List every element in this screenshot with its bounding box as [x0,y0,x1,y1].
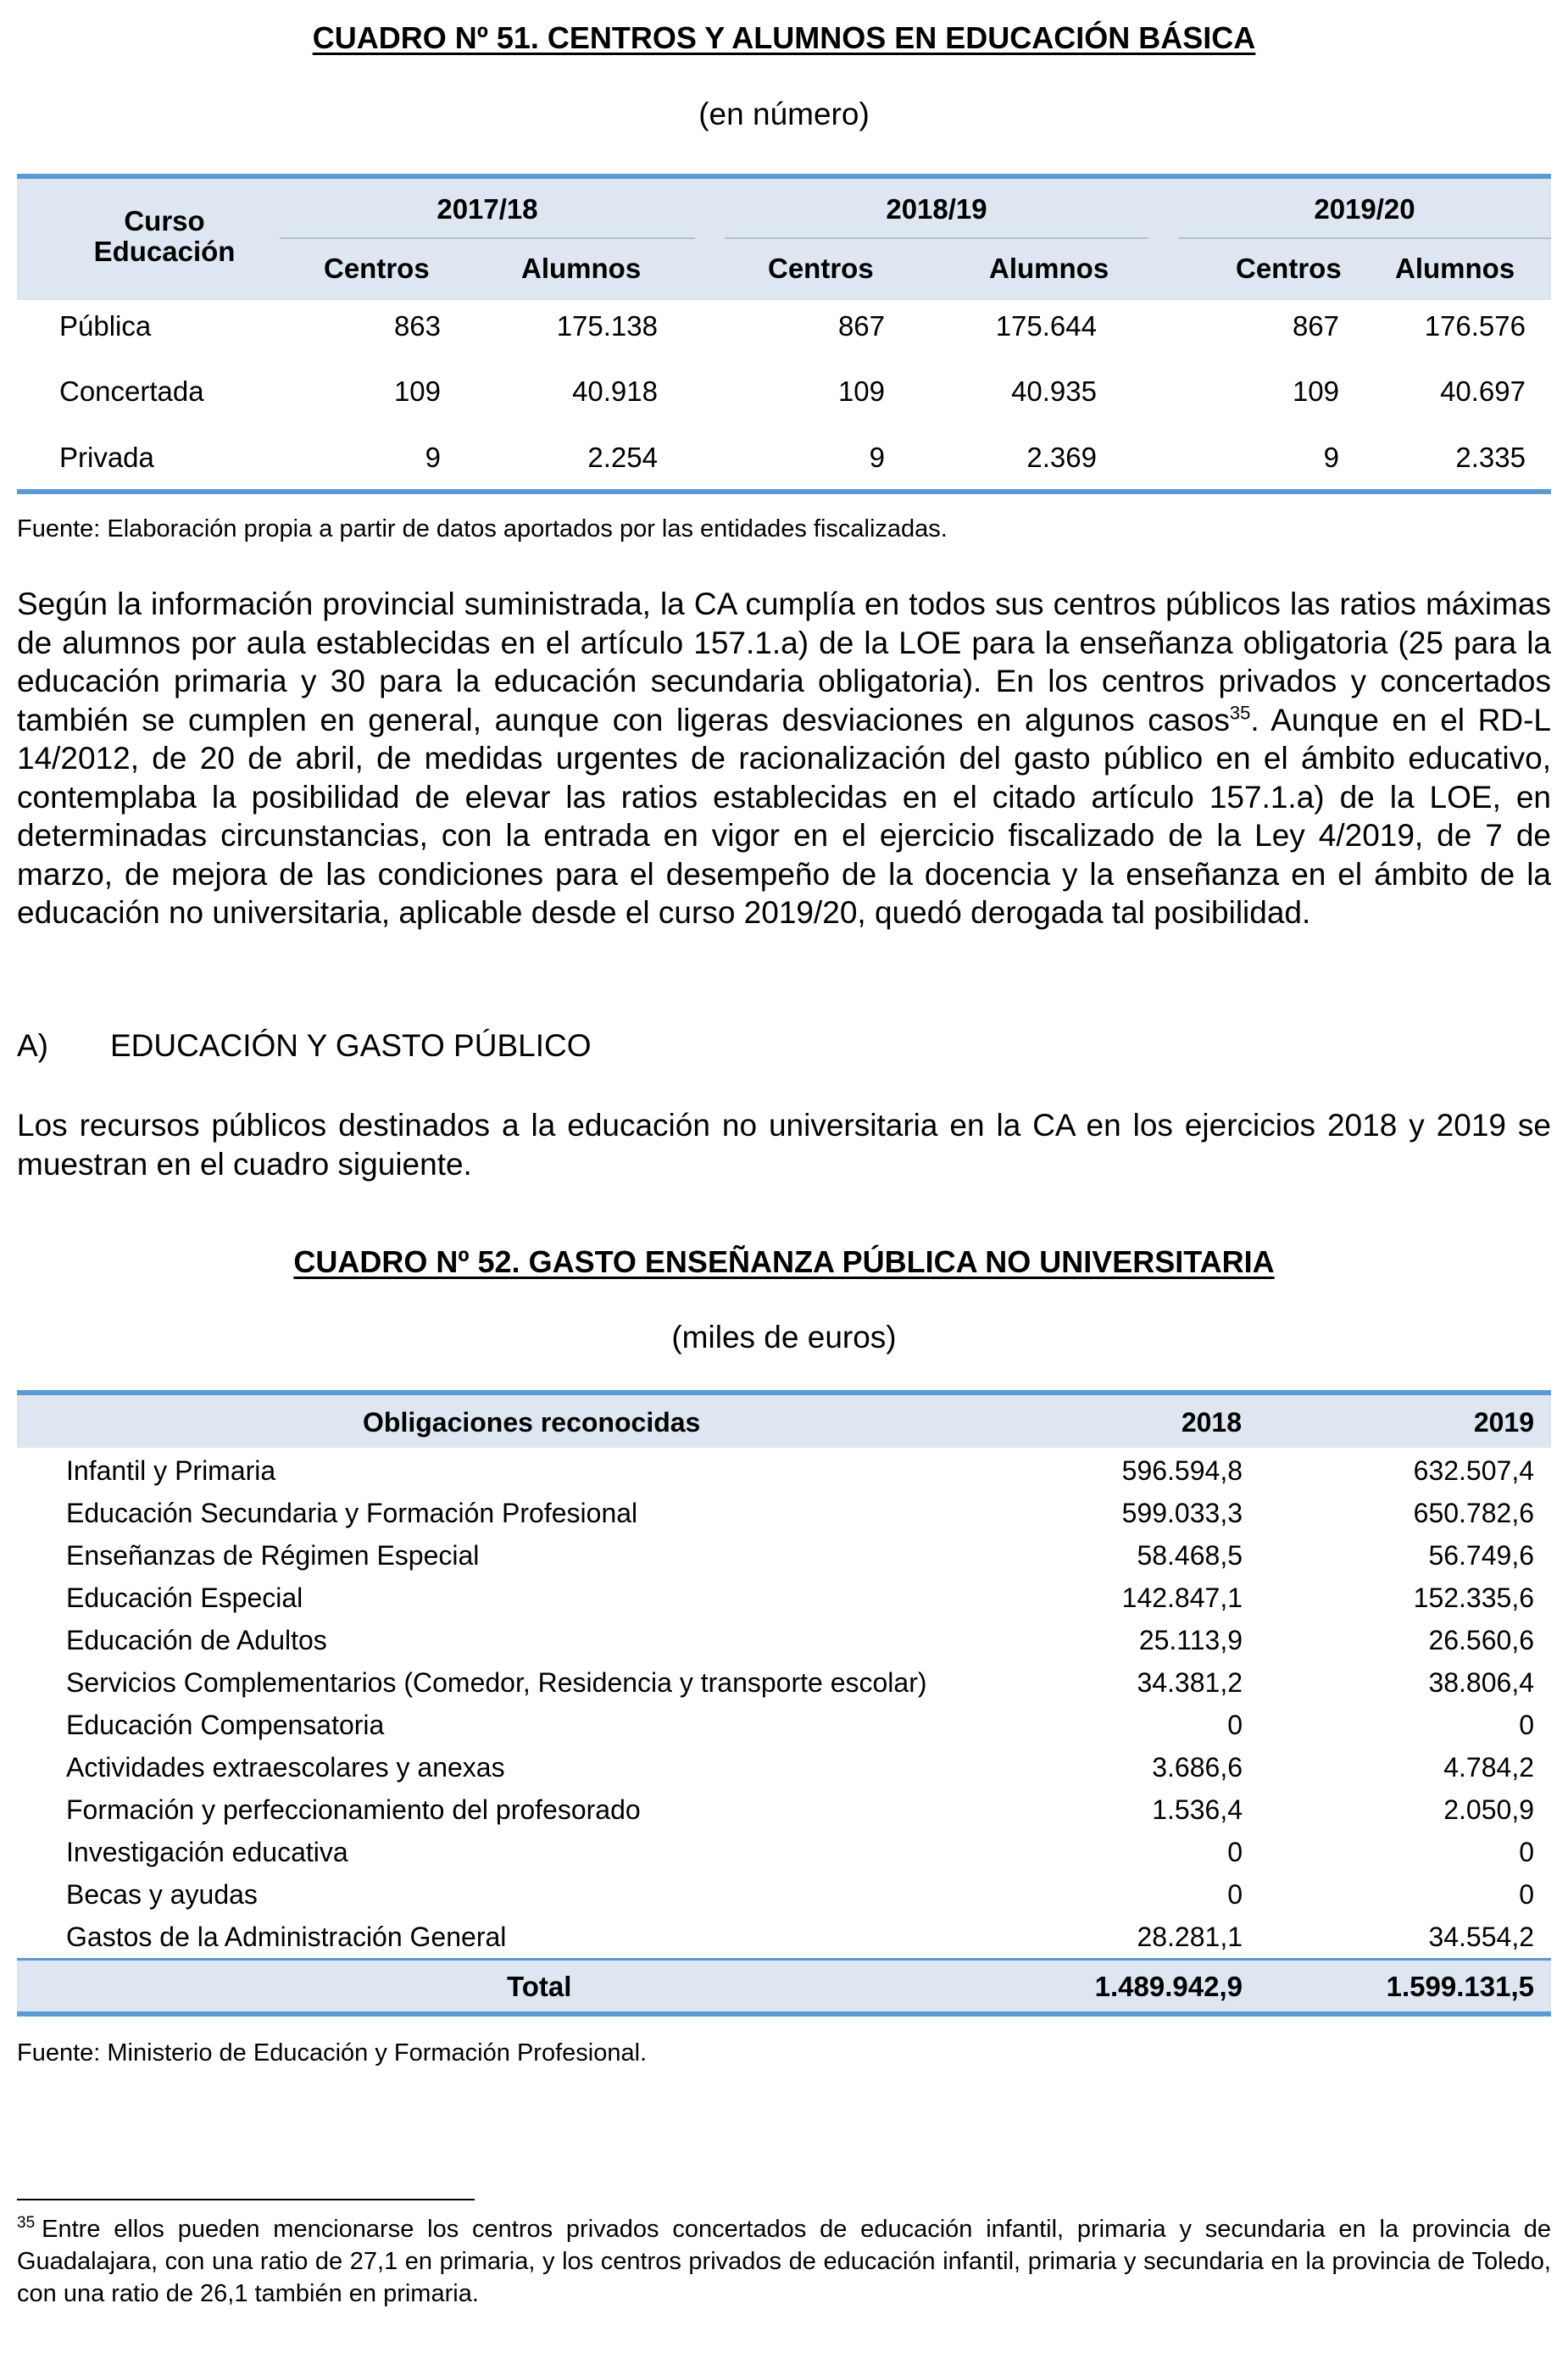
row-label: Servicios Complementarios (Comedor, Residencia y transporte escolar) [66,1667,927,1698]
cell-value: 9 [869,442,885,473]
row-label-concertada: Concertada [59,375,204,407]
value-2019: 56.749,6 [1428,1540,1534,1571]
table-row [17,1661,1551,1704]
row-label: Infantil y Primaria [66,1455,276,1486]
value-2019: 34.554,2 [1428,1922,1534,1952]
col-header-alumnos: Alumnos [1395,253,1515,284]
col-header-alumnos: Alumnos [989,253,1109,284]
row-label: Formación y perfeccionamiento del profesorado [66,1794,641,1825]
table-row [17,1704,1551,1746]
col-header-centros: Centros [768,253,874,284]
cell-value: 109 [393,375,441,407]
row-label: Educación Compensatoria [66,1710,385,1740]
value-2018: 28.281,1 [1137,1922,1243,1952]
value-2018: 596.594,8 [1121,1455,1243,1486]
cell-value: 109 [837,375,885,407]
value-2019: 26.560,6 [1428,1625,1534,1655]
row-label: Gastos de la Administración General [66,1922,507,1952]
table-row [17,1831,1551,1873]
cell-value: 40.918 [572,375,658,407]
value-2018: 599.033,3 [1121,1498,1243,1528]
table-bottom-rule [17,489,1551,494]
row-label: Educación de Adultos [66,1625,327,1655]
header-year-2018: 2018 [1181,1407,1242,1438]
footnote-separator [17,2199,475,2200]
table52 [17,1390,1551,2016]
col-header-alumnos: Alumnos [521,253,642,284]
section-heading [17,1028,591,1064]
value-2018: 0 [1227,1710,1243,1740]
row-header-curso: Curso [124,205,205,236]
table-row [17,1577,1551,1619]
row-label-privada: Privada [59,442,154,473]
value-2018: 58.468,5 [1137,1540,1243,1571]
col-header-centros: Centros [324,253,430,284]
header-year-2019: 2019 [1473,1407,1534,1438]
value-2019: 632.507,4 [1413,1455,1534,1486]
year-group-rule [1178,237,1551,239]
table-row [17,1788,1551,1831]
row-header-educacion: Educación [93,236,236,267]
value-2019: 650.782,6 [1413,1498,1534,1528]
cell-value: 2.254 [587,442,658,473]
value-2019: 0 [1519,1710,1534,1740]
footnote-reference[interactable]: 35 [1229,702,1251,724]
row-label: Actividades extraescolares y anexas [66,1752,505,1783]
year-group-rule [280,237,695,239]
paragraph-ratios [17,585,1551,932]
year-header-2018-19: 2018/19 [886,193,987,225]
value-2018: 25.113,9 [1138,1625,1243,1655]
cell-value: 176.576 [1424,310,1526,342]
value-2019: 152.335,6 [1413,1583,1534,1613]
total-row-band [17,1961,1551,2011]
value-2018: 0 [1227,1837,1243,1867]
table-row [17,1873,1551,1916]
table51-source: Fuente: Elaboración propia a partir de datos aportados por las entidades fiscalizadas. [17,515,948,542]
cell-value: 109 [1292,375,1339,407]
paragraph-text: Según la información provincial suministrada, la CA cumplía en todos sus centros públicos las ratios máximas de alumnos por aula establecidas en el artículo 157.1.a) de la LOE para la enseñanza obligatoria (25 para la educación primaria y 30 para la educación secundaria obligatoria). En los centros privados y concertados también se cumplen en general, aunque con ligeras desviaciones en algunos casos [17,587,1551,737]
cell-value: 175.138 [556,310,658,342]
table52-body [17,1449,1551,1958]
value-2018: 3.686,6 [1152,1752,1243,1783]
header-obligaciones: Obligaciones reconocidas [363,1407,701,1438]
paragraph-text: . Aunque en el RD-L 14/2012, de 20 de abril, de medidas urgentes de racionalización del gasto público en el ámbito educativo, contemplaba la posibilidad de elevar las ratios establecidas en el citado artículo 157.1.a) de la LOE, en determinadas circunstancias, con la entrada en vigor en el ejercicio fiscalizado de la Ley 4/2019, de 7 de marzo, de mejora de las condiciones para el desempeño de la docencia y la enseñanza en el ámbito de la educación no universitaria, aplicable desde el curso 2019/20, quedó derogada tal posibilidad. [17,702,1552,930]
section-title: EDUCACIÓN Y GASTO PÚBLICO [110,1028,592,1063]
cell-value: 2.335 [1455,442,1526,473]
table-header-band [17,1395,1551,1448]
cell-value: 867 [837,310,885,342]
value-2019: 4.784,2 [1443,1752,1534,1783]
col-header-centros: Centros [1236,253,1342,284]
table-bottom-rule [17,2011,1551,2016]
paragraph-recursos: Los recursos públicos destinados a la educación no universitaria en la CA en los ejercicios 2018 y 2019 se muestran en el cuadro siguiente. [17,1108,1551,1182]
value-2019: 2.050,9 [1443,1794,1534,1825]
row-label-publica: Pública [59,310,152,342]
table51-subtitle: (en número) [698,97,870,131]
footnote-number: 35 [17,2214,36,2233]
table-row [17,1492,1551,1534]
cell-value: 863 [393,310,441,342]
row-label: Educación Secundaria y Formación Profesional [66,1498,638,1528]
table-row [17,1746,1551,1788]
cell-value: 175.644 [995,310,1097,342]
value-2018: 34.381,2 [1137,1667,1243,1698]
cell-value: 2.369 [1026,442,1097,473]
value-2018: 1.536,4 [1152,1794,1243,1825]
value-2019: 0 [1519,1837,1534,1867]
footnote [17,2213,1551,2310]
year-header-2017-18: 2017/18 [436,193,538,225]
value-2018: 142.847,1 [1121,1583,1243,1613]
table-row [17,1449,1551,1492]
total-label: Total [507,1971,572,2002]
cell-value: 40.935 [1011,375,1097,407]
row-label: Enseñanzas de Régimen Especial [66,1540,480,1571]
cell-value: 9 [425,442,441,473]
total-2019: 1.599.131,5 [1386,1971,1534,2002]
year-group-rule [725,237,1148,239]
cell-value: 9 [1323,442,1339,473]
table52-title: CUADRO Nº 52. GASTO ENSEÑANZA PÚBLICA NO UNIVERSITARIA [293,1244,1275,1279]
footnote-text: Entre ellos pueden mencionarse los centros privados concertados de educación infantil, primaria y secundaria en la provincia de Guadalajara, con una ratio de 27,1 en primaria, y los centros privados de educación infantil, primaria y secundaria en la provincia de Toledo, con una ratio de 26,1 también en primaria. [17,2216,1551,2307]
row-label: Educación Especial [66,1583,303,1613]
value-2019: 0 [1519,1879,1534,1910]
row-label: Becas y ayudas [66,1879,258,1910]
total-2018: 1.489.942,9 [1094,1971,1243,2002]
table52-subtitle: (miles de euros) [671,1320,897,1355]
value-2019: 38.806,4 [1428,1667,1534,1698]
table-row [17,1619,1551,1661]
table51 [17,174,1551,494]
table-row [17,1534,1551,1577]
year-header-2019-20: 2019/20 [1314,193,1415,225]
value-2018: 0 [1227,1879,1243,1910]
section-letter: A) [17,1028,48,1063]
table-row [17,1916,1551,1958]
cell-value: 40.697 [1440,375,1526,407]
row-label: Investigación educativa [66,1837,348,1867]
cell-value: 867 [1292,310,1339,342]
table51-title: CUADRO Nº 51. CENTROS Y ALUMNOS EN EDUCACIÓN BÁSICA [312,20,1256,55]
table52-source: Fuente: Ministerio de Educación y Formación Profesional. [17,2039,648,2067]
